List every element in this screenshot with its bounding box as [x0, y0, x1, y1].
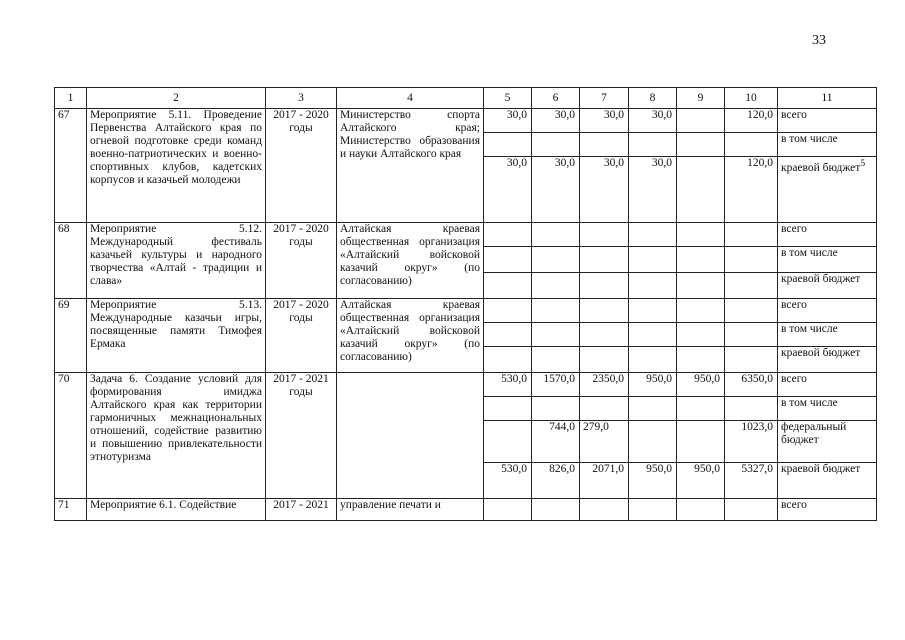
row-number: 70: [55, 373, 87, 499]
value-cell: [677, 109, 725, 133]
period: 2017 - 2021: [266, 499, 337, 521]
value-cell: 1570,0: [532, 373, 580, 397]
value-cell: 30,0: [580, 109, 629, 133]
value-cell: 30,0: [532, 109, 580, 133]
budget-table: [54, 87, 877, 521]
table-row: [55, 499, 877, 521]
header-cell: 6: [532, 88, 580, 109]
executor: Министерство спорта Алтайского края; Министерство образования и науки Алтайского края: [337, 109, 484, 223]
value-cell: 826,0: [532, 463, 580, 499]
value-cell: 120,0: [725, 157, 778, 223]
value-cell: 2071,0: [580, 463, 629, 499]
value-cell: 950,0: [677, 373, 725, 397]
funding-label: в том числе: [778, 323, 877, 347]
row-number: 67: [55, 109, 87, 223]
value-cell: [677, 421, 725, 463]
row-number: 71: [55, 499, 87, 521]
page-number: 33: [812, 33, 826, 48]
value-cell: 2350,0: [580, 373, 629, 397]
value-cell: [629, 421, 677, 463]
header-cell: 7: [580, 88, 629, 109]
funding-label: краевой бюджет$^5$: [778, 157, 877, 223]
header-cell: 4: [337, 88, 484, 109]
value-cell: 1023,0: [725, 421, 778, 463]
header-cell: 8: [629, 88, 677, 109]
value-cell: 30,0: [484, 109, 532, 133]
period: 2017 - 2020 годы: [266, 299, 337, 373]
value-cell: [484, 421, 532, 463]
header-cell: 9: [677, 88, 725, 109]
funding-label: в том числе: [778, 133, 877, 157]
activity-name: Мероприятие 5.12. Международный фестиваль казачьей культуры и народного творчества «Алтай - традиции и слава»: [87, 223, 266, 299]
funding-label: всего: [778, 223, 877, 247]
value-cell: 120,0: [725, 109, 778, 133]
value-cell: 950,0: [629, 373, 677, 397]
funding-label: всего: [778, 373, 877, 397]
activity-name: Мероприятие 5.13. Международные казачьи игры, посвященные памяти Тимофея Ермака: [87, 299, 266, 373]
value-cell: 950,0: [677, 463, 725, 499]
funding-label: всего: [778, 299, 877, 323]
table-row: [55, 223, 877, 247]
header-cell: 1: [55, 88, 87, 109]
value-cell: 30,0: [532, 157, 580, 223]
activity-name: Мероприятие 5.11. Проведение Первенства Алтайского края по огневой подготовке среди команд военно-патриотических и военно-спортивных клубов, кадетских корпусов и казачьей молодежи: [87, 109, 266, 223]
period: 2017 - 2020 годы: [266, 109, 337, 223]
funding-label: всего: [778, 499, 877, 521]
funding-label: краевой бюджет: [778, 463, 877, 499]
column-header-row: [55, 88, 877, 109]
value-cell: 30,0: [629, 109, 677, 133]
activity-name: Мероприятие 6.1. Содействие: [87, 499, 266, 521]
funding-label: в том числе: [778, 247, 877, 273]
executor: Алтайская краевая общественная организация «Алтайский войсковой казачий округ» (по согласованию): [337, 299, 484, 373]
value-cell: 530,0: [484, 463, 532, 499]
table-row: [55, 373, 877, 397]
value-cell: 279,0: [580, 421, 629, 463]
funding-label: краевой бюджет: [778, 347, 877, 373]
executor: Алтайская краевая общественная организация «Алтайский войсковой казачий округ» (по согласованию): [337, 223, 484, 299]
header-cell: 5: [484, 88, 532, 109]
executor: [337, 373, 484, 499]
funding-label: всего: [778, 109, 877, 133]
row-number: 69: [55, 299, 87, 373]
footnote-mark: 5: [860, 158, 866, 169]
value-cell: 744,0: [532, 421, 580, 463]
table-row: [55, 109, 877, 133]
header-cell: 2: [87, 88, 266, 109]
funding-label: в том числе: [778, 397, 877, 421]
table-row: [55, 299, 877, 323]
header-cell: 10: [725, 88, 778, 109]
value-cell: 30,0: [580, 157, 629, 223]
period: 2017 - 2020 годы: [266, 223, 337, 299]
value-cell: 5327,0: [725, 463, 778, 499]
value-cell: 530,0: [484, 373, 532, 397]
funding-label: федеральный бюджет: [778, 421, 877, 463]
value-cell: [677, 157, 725, 223]
header-cell: 11: [778, 88, 877, 109]
value-cell: 6350,0: [725, 373, 778, 397]
value-cell: 950,0: [629, 463, 677, 499]
value-cell: 30,0: [484, 157, 532, 223]
activity-name: Задача 6. Создание условий для формирования имиджа Алтайского края как территории гармоничных межнациональных отношений, содействие развитию и повышению привлекательности этнотуризма: [87, 373, 266, 499]
period: 2017 - 2021 годы: [266, 373, 337, 499]
row-number: 68: [55, 223, 87, 299]
funding-label: краевой бюджет: [778, 273, 877, 299]
executor: управление печати и: [337, 499, 484, 521]
header-cell: 3: [266, 88, 337, 109]
value-cell: 30,0: [629, 157, 677, 223]
